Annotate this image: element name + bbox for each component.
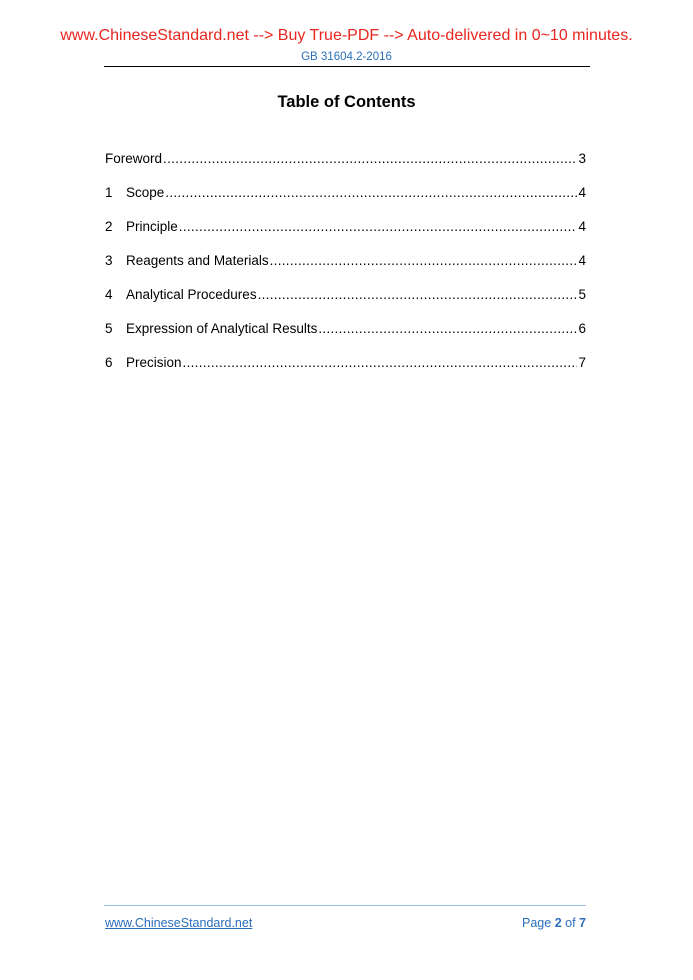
- page-label: Page: [522, 916, 552, 930]
- toc-entry-principle[interactable]: [105, 218, 586, 252]
- toc-entry-page: 4: [578, 219, 586, 234]
- header-divider: [104, 66, 590, 67]
- toc-entry-text: Reagents and Materials: [126, 253, 269, 268]
- page-indicator: [522, 916, 586, 930]
- standard-code: GB 31604.2-2016: [301, 51, 392, 63]
- toc-entry-number: 5: [105, 321, 113, 336]
- toc-entry-scope[interactable]: [105, 184, 586, 218]
- toc-entry-foreword[interactable]: [105, 150, 586, 184]
- toc-entry-text: Analytical Procedures: [126, 287, 257, 302]
- toc-entry-number: 4: [105, 287, 113, 302]
- footer-site-link[interactable]: www.ChineseStandard.net: [105, 916, 253, 930]
- toc-entry-number: 1: [105, 185, 113, 200]
- toc-entry-text: Principle: [126, 219, 178, 234]
- header-banner: www.ChineseStandard.net --> Buy True-PDF --> Auto-delivered in 0~10 minutes.: [60, 27, 633, 44]
- current-page-number: 2: [554, 916, 562, 930]
- toc-leader-dots: [318, 320, 577, 338]
- total-pages-number: 7: [579, 916, 586, 930]
- toc-entry-text: Foreword: [105, 151, 163, 166]
- toc-entry-number: 3: [105, 253, 113, 268]
- toc-entry-text: Scope: [126, 185, 165, 200]
- toc-entry-text: Expression of Analytical Results: [126, 321, 318, 336]
- toc-entry-reagents[interactable]: [105, 252, 586, 286]
- toc-entry-number: 6: [105, 355, 113, 370]
- toc-entry-text: Precision: [126, 355, 182, 370]
- of-label: of: [565, 916, 576, 930]
- toc-leader-dots: [258, 286, 578, 304]
- toc-entry-page: 4: [578, 185, 586, 200]
- toc-leader-dots: [183, 354, 578, 372]
- footer-divider: [104, 905, 586, 906]
- toc-entry-number: 2: [105, 219, 113, 234]
- toc-entry-page: 6: [578, 321, 586, 336]
- toc-entry-results[interactable]: [105, 320, 586, 354]
- toc-entry-page: 3: [578, 151, 586, 166]
- toc-list: [105, 150, 586, 388]
- toc-entry-page: 7: [578, 355, 586, 370]
- toc-leader-dots: [163, 150, 577, 168]
- page-title: Table of Contents: [277, 93, 416, 111]
- toc-leader-dots: [270, 252, 578, 270]
- toc-entry-page: 5: [578, 287, 586, 302]
- toc-entry-precision[interactable]: [105, 354, 586, 388]
- toc-leader-dots: [165, 184, 577, 202]
- toc-leader-dots: [179, 218, 578, 236]
- toc-entry-procedures[interactable]: [105, 286, 586, 320]
- toc-entry-page: 4: [578, 253, 586, 268]
